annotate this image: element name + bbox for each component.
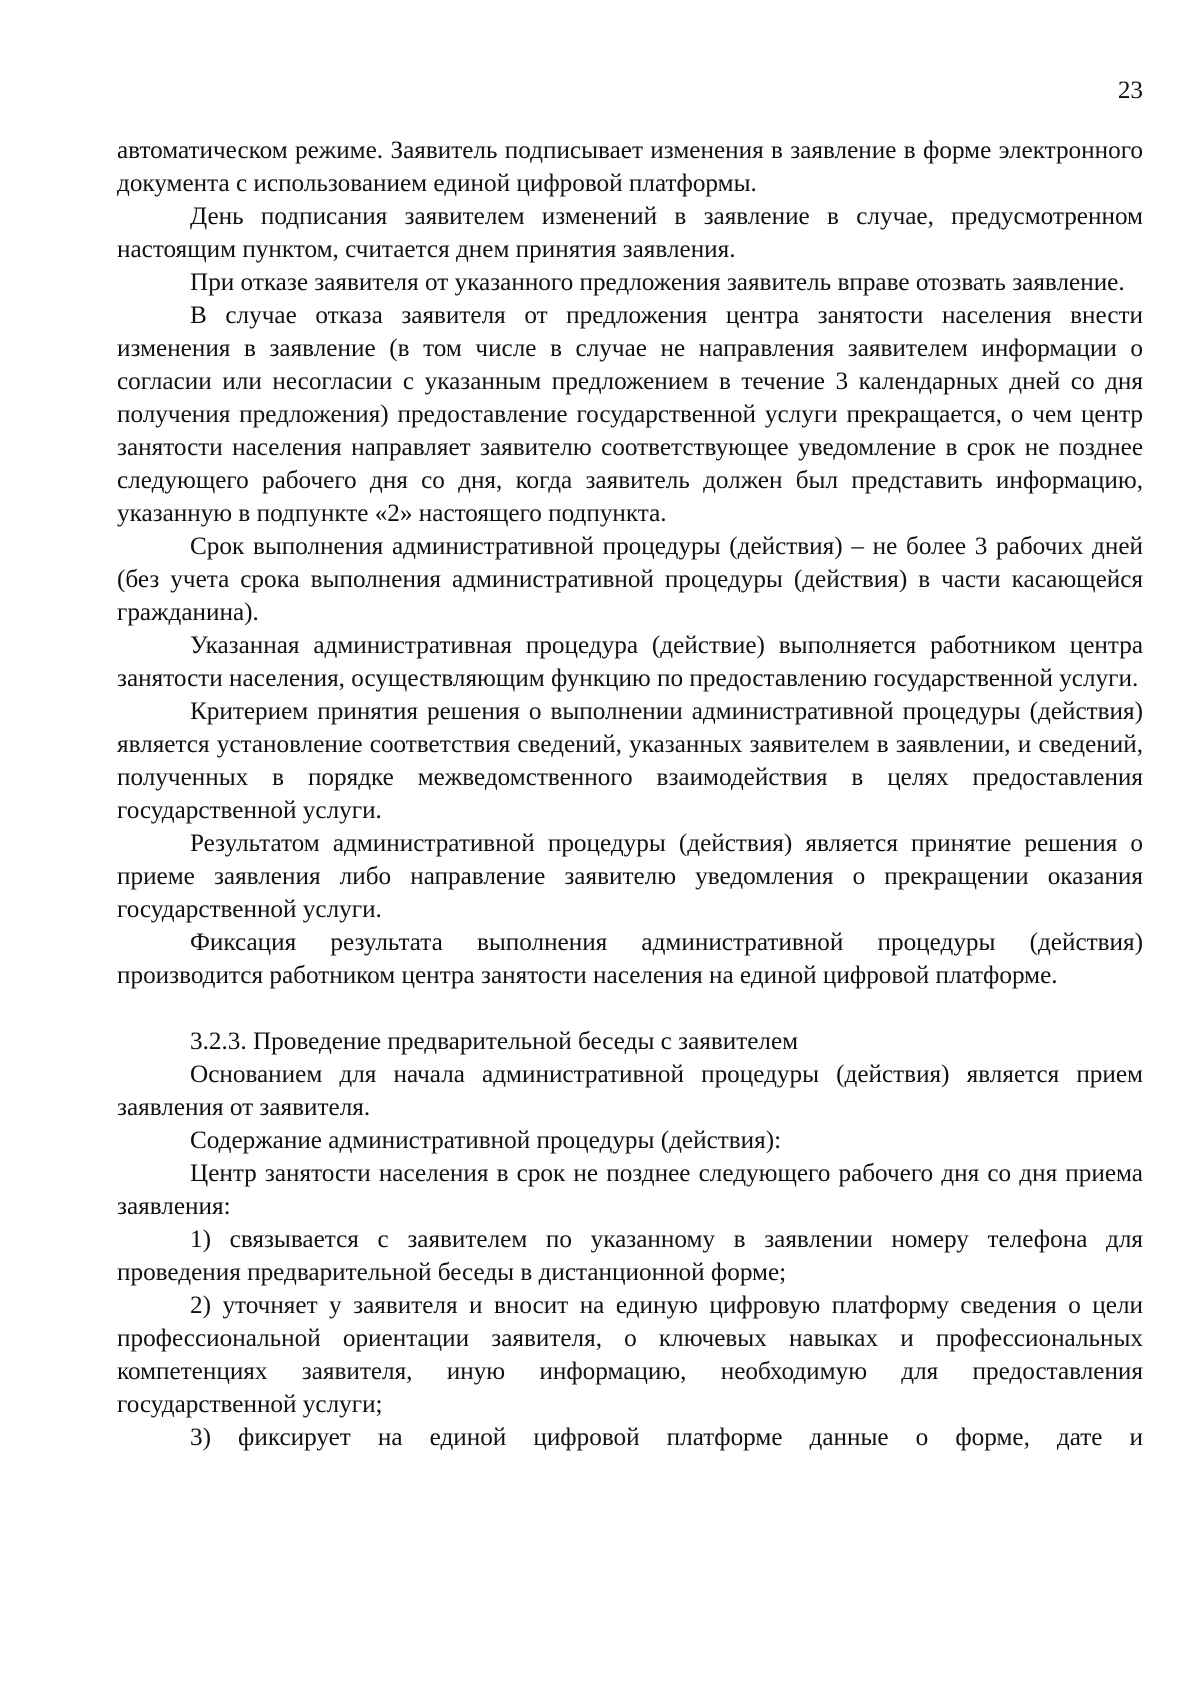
paragraph-result: Результатом административной процедуры (действия) является принятие решения о приеме заявления либо направление заявителю уведомления о прекращении оказания государственной услуги.	[117, 830, 1143, 923]
paragraph-fixation: Фиксация результата выполнения административной процедуры (действия) производится работником центра занятости населения на единой цифровой платформе.	[117, 929, 1143, 989]
section-heading: 3.2.3. Проведение предварительной беседы с заявителем	[190, 1028, 799, 1055]
paragraph-content: Содержание административной процедуры (действия):	[190, 1127, 782, 1154]
list-item-3: 3) фиксирует на единой цифровой платформе данные о форме, дате и	[190, 1424, 1143, 1451]
paragraph-employment-center: Центр занятости населения в срок не позднее следующего рабочего дня со дня приема заявления:	[117, 1160, 1143, 1220]
paragraph-criterion: Критерием принятия решения о выполнении административной процедуры (действия) является установление соответствия сведений, указанных заявителем в заявлении, и сведений, полученных в порядке межведомственного взаимодействия в целях предоставления государственной услуги.	[117, 698, 1143, 824]
list-item-2: 2) уточняет у заявителя и вносит на единую цифровую платформу сведения о цели профессиональной ориентации заявителя, о ключевых навыках и профессиональных компетенциях заявителя, иную информацию, необходимую для предоставления государственной услуги;	[117, 1292, 1143, 1418]
document-body	[117, 134, 1143, 1454]
paragraph-performer: Указанная административная процедура (действие) выполняется работником центра занятости населения, осуществляющим функцию по предоставлению государственной услуги.	[117, 632, 1143, 692]
paragraph-continuation: автоматическом режиме. Заявитель подписывает изменения в заявление в форме электронного документа с использованием единой цифровой платформы.	[117, 137, 1143, 197]
list-item-1: 1) связывается с заявителем по указанному в заявлении номеру телефона для проведения предварительной беседы в дистанционной форме;	[117, 1226, 1143, 1286]
paragraph-refusal-withdraw: При отказе заявителя от указанного предложения заявитель вправе отозвать заявление.	[190, 269, 1125, 296]
section-spacer	[117, 992, 1143, 1025]
page-number: 23	[1117, 77, 1143, 104]
paragraph-deadline: Срок выполнения административной процедуры (действия) – не более 3 рабочих дней (без учета срока выполнения административной процедуры (действия) в части касающейся гражданина).	[117, 533, 1143, 626]
paragraph-basis: Основанием для начала административной процедуры (действия) является прием заявления от заявителя.	[117, 1061, 1143, 1121]
paragraph-signing-day: День подписания заявителем изменений в заявление в случае, предусмотренном настоящим пунктом, считается днем принятия заявления.	[117, 203, 1143, 263]
paragraph-refusal-termination: В случае отказа заявителя от предложения центра занятости населения внести изменения в заявление (в том числе в случае не направления заявителем информации о согласии или несогласии с указанным предложением в течение 3 календарных дней со дня получения предложения) предоставление государственной услуги прекращается, о чем центр занятости населения направляет заявителю соответствующее уведомление в срок не позднее следующего рабочего дня со дня, когда заявитель должен был представить информацию, указанную в подпункте «2» настоящего подпункта.	[117, 302, 1143, 527]
